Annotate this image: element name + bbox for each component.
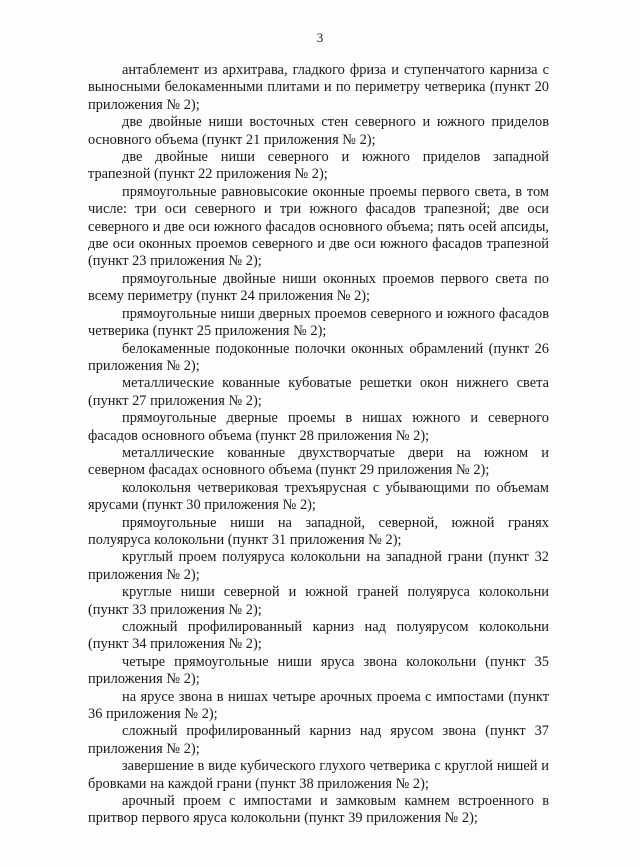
paragraph: на ярусе звона в нишах четыре арочных проема с импостами (пункт 36 приложения № 2); <box>88 688 549 723</box>
paragraph: антаблемент из архитрава, гладкого фриза и ступенчатого карниза с выносными белокаменными плитами и по периметру четверика (пункт 20 приложения № 2); <box>88 62 549 113</box>
paragraph: сложный профилированный карниз над полуярусом колокольни (пункт 34 приложения № 2); <box>88 619 549 653</box>
paragraph: две двойные ниши северного и южного приделов западной трапезной (пункт 22 приложения № 2); <box>88 149 549 183</box>
paragraph: две двойные ниши восточных стен северного и южного приделов основного объема (пункт 21 приложения № 2); <box>88 114 549 148</box>
paragraph: круглый проем полуяруса колокольни на западной грани (пункт 32 приложения № 2); <box>88 549 549 583</box>
paragraph: завершение в виде кубического глухого четверика с круглой нишей и бровками на каждой грани (пункт 38 приложения № 2); <box>88 758 549 792</box>
page-number: 3 <box>316 30 324 45</box>
paragraph: колокольня четвериковая трехъярусная с убывающими по объемам ярусами (пункт 30 приложения № 2); <box>88 479 549 514</box>
paragraph: круглые ниши северной и южной граней полуяруса колокольни (пункт 33 приложения № 2); <box>88 584 549 618</box>
paragraph: арочный проем с импостами и замковым камнем встроенного в притвор первого яруса колокольни (пункт 39 приложения № 2); <box>88 793 549 827</box>
paragraph: сложный профилированный карниз над ярусом звона (пункт 37 приложения № 2); <box>88 723 549 757</box>
paragraph: прямоугольные ниши дверных проемов северного и южного фасадов четверика (пункт 25 приложения № 2); <box>88 305 549 340</box>
paragraph: прямоугольные дверные проемы в нишах южного и северного фасадов основного объема (пункт 28 приложения № 2); <box>88 410 549 444</box>
paragraph: металлические кованные двухстворчатые двери на южном и северном фасадах основного объема (пункт 29 приложения № 2); <box>88 444 549 479</box>
paragraph: металлические кованные кубоватые решетки окон нижнего света (пункт 27 приложения № 2); <box>88 375 549 409</box>
paragraph: прямоугольные ниши на западной, северной, южной гранях полуяруса колокольни (пункт 31 приложения № 2); <box>88 514 549 548</box>
document-body <box>88 62 549 828</box>
paragraph: прямоугольные двойные ниши оконных проемов первого света по всему периметру (пункт 24 приложения № 2); <box>88 270 549 305</box>
paragraph: белокаменные подоконные полочки оконных обрамлений (пункт 26 приложения № 2); <box>88 340 549 374</box>
paragraph: прямоугольные равновысокие оконные проемы первого света, в том числе: три оси северного и три южного фасадов трапезной; две оси северного и две оси южного фасадов основного объема; пять осей апсиды, две оси оконных проемов северного и две оси южного фасадов трапезной (пункт 23 приложения № 2); <box>88 183 549 270</box>
paragraph: четыре прямоугольные ниши яруса звона колокольни (пункт 35 приложения № 2); <box>88 653 549 688</box>
